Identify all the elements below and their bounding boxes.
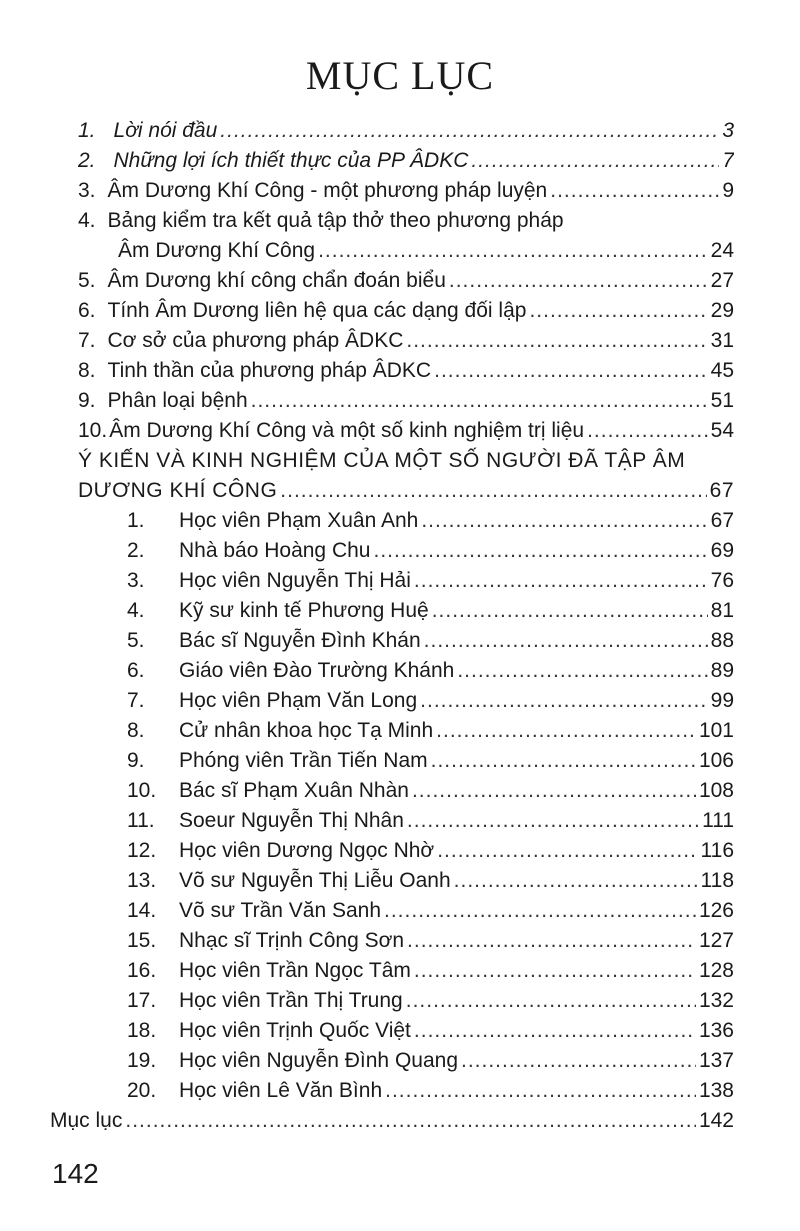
toc-entry-page: 67 — [710, 509, 734, 532]
toc-entry-8[interactable] — [78, 356, 734, 386]
toc-entry-label: Soeur Nguyễn Thị Nhân — [179, 809, 404, 832]
toc-entry-label: Học viên Nguyễn Thị Hải — [179, 569, 411, 592]
toc-entry-page: 51 — [710, 389, 734, 412]
toc-entry-label: Nhạc sĩ Trịnh Công Sơn — [179, 929, 405, 952]
toc-entry-label: Học viên Lê Văn Bình — [179, 1079, 383, 1102]
dot-leader — [414, 956, 696, 986]
page-number: 142 — [52, 1158, 99, 1189]
toc-entry-page: 118 — [700, 869, 734, 892]
toc-entry-page: 27 — [710, 269, 734, 292]
toc-entry-label: Học viên Dương Ngọc Nhờ — [179, 839, 435, 862]
toc-sub-entry[interactable] — [127, 956, 734, 986]
toc-entry-page: 99 — [710, 689, 734, 712]
dot-leader — [437, 836, 697, 866]
toc-entry-number: 17. — [127, 989, 157, 1012]
toc-entry-number: 11. — [127, 809, 155, 832]
toc-entry-label: Phóng viên Trần Tiến Nam — [179, 749, 428, 772]
toc-sub-entry[interactable] — [127, 656, 734, 686]
toc-entry-1[interactable] — [78, 116, 734, 146]
toc-entry-number: 14. — [127, 899, 157, 922]
dot-leader — [280, 476, 706, 506]
toc-entry-number: 2. — [78, 149, 96, 172]
toc-entry-page: 111 — [702, 809, 734, 832]
toc-sub-entry[interactable] — [127, 566, 734, 596]
toc-entry-page: 81 — [710, 599, 734, 622]
toc-entry-page: 24 — [710, 239, 734, 262]
toc-entry-page: 76 — [710, 569, 734, 592]
dot-leader — [449, 266, 708, 296]
section-heading-line-2[interactable] — [78, 476, 734, 506]
toc-entry-page: 101 — [698, 719, 734, 742]
toc-entry-page: 69 — [710, 539, 734, 562]
dot-leader — [421, 506, 707, 536]
toc-entry-label: Âm Dương khí công chẩn đoán biểu — [107, 269, 446, 292]
toc-sub-entry[interactable] — [127, 746, 734, 776]
toc-entry-page: 127 — [698, 929, 734, 952]
toc-entry-label: Cơ sở của phương pháp ÂDKC — [107, 329, 404, 352]
dot-leader — [251, 386, 708, 416]
dot-leader — [420, 686, 707, 716]
toc-entry-page: 7 — [722, 149, 734, 172]
toc-sub-entry[interactable] — [127, 1046, 734, 1076]
toc-entry-label: Phân loại bệnh — [107, 389, 248, 412]
dot-leader — [384, 896, 696, 926]
dot-leader — [407, 806, 699, 836]
toc-entry-number: 2. — [127, 539, 145, 562]
toc-entry-5[interactable] — [78, 266, 734, 296]
dot-leader — [432, 596, 708, 626]
toc-entry-number: 3. — [127, 569, 145, 592]
toc-entry-number: 7. — [127, 689, 145, 712]
toc-entry-number: 1. — [127, 509, 145, 532]
toc-entry-label: Những lợi ích thiết thực của PP ÂDKC — [113, 149, 469, 172]
toc-entry-number: 19. — [127, 1049, 157, 1072]
dot-leader — [318, 236, 708, 266]
toc-entry-number: 7. — [78, 329, 96, 352]
toc-entry-label: Âm Dương Khí Công và một số kinh nghiệm trị liệu — [109, 419, 585, 442]
toc-entry-page: 54 — [710, 419, 734, 442]
dot-leader — [385, 1076, 696, 1106]
dot-leader — [436, 716, 696, 746]
toc-sub-entry[interactable] — [127, 776, 734, 806]
dot-leader — [406, 326, 707, 356]
toc-entry-7[interactable] — [78, 326, 734, 356]
toc-entry-label: Học viên Trịnh Quốc Việt — [179, 1019, 411, 1042]
toc-sub-entry[interactable] — [127, 1076, 734, 1106]
toc-entry-page: 136 — [698, 1019, 734, 1042]
toc-entry-page: 132 — [698, 989, 734, 1012]
dot-leader — [454, 866, 698, 896]
dot-leader — [587, 416, 708, 446]
toc-entry-number: 10. — [127, 779, 157, 802]
toc-entry-label: Bác sĩ Nguyễn Đình Khán — [179, 629, 421, 652]
dot-leader — [424, 626, 708, 656]
toc-sub-entry[interactable] — [127, 806, 734, 836]
toc-entry-label: Bác sĩ Phạm Xuân Nhàn — [179, 779, 409, 802]
toc-entry-page: 108 — [698, 779, 734, 802]
toc-entry-label-continued: Âm Dương Khí Công — [118, 239, 316, 262]
toc-entry-page: 138 — [698, 1079, 734, 1102]
toc-entry-number: 6. — [78, 299, 96, 322]
toc-entry-page: 137 — [698, 1049, 734, 1072]
toc-sub-entry[interactable] — [127, 866, 734, 896]
toc-sub-entry[interactable] — [127, 506, 734, 536]
toc-entry-number: 15. — [127, 929, 157, 952]
toc-sub-entry[interactable] — [127, 536, 734, 566]
section-heading-text: Ý KIẾN VÀ KINH NGHIỆM CỦA MỘT SỐ NGƯỜI ĐÃ TẬP ÂM — [78, 449, 686, 472]
toc-entry-number: 1. — [78, 119, 96, 142]
dot-leader — [220, 116, 719, 146]
dot-leader — [471, 146, 719, 176]
toc-sub-entry[interactable] — [127, 1016, 734, 1046]
toc-entry-number: 10. — [78, 419, 108, 442]
toc-entry-10[interactable] — [78, 416, 734, 446]
toc-entry-page: 31 — [710, 329, 734, 352]
toc-entry-9[interactable] — [78, 386, 734, 416]
toc-entry-6[interactable] — [78, 296, 734, 326]
dot-leader — [457, 656, 707, 686]
toc-entry-3[interactable] — [78, 176, 734, 206]
toc-entry-page: 106 — [698, 749, 734, 772]
toc-entry-number: 8. — [127, 719, 145, 742]
toc-entry-number: 4. — [127, 599, 145, 622]
dot-leader — [414, 566, 708, 596]
toc-entry-label: Nhà báo Hoàng Chu — [179, 539, 371, 562]
toc-sub-entry[interactable] — [127, 686, 734, 716]
toc-entry-page: 89 — [710, 659, 734, 682]
toc-entry-number: 9. — [127, 749, 145, 772]
toc-entry-label: Võ sư Trần Văn Sanh — [179, 899, 382, 922]
dot-leader — [412, 776, 696, 806]
toc-entry-number: 5. — [127, 629, 145, 652]
section-heading-page: 67 — [709, 479, 734, 502]
toc-entry-number: 13. — [127, 869, 157, 892]
toc-entry-page: 126 — [698, 899, 734, 922]
toc-entry-label: Âm Dương Khí Công - một phương pháp luyện — [107, 179, 548, 202]
toc-entry-page: 88 — [710, 629, 734, 652]
toc-sub-entry[interactable] — [127, 986, 734, 1016]
dot-leader — [406, 986, 696, 1016]
toc-sub-entry[interactable] — [127, 626, 734, 656]
toc-entry-number: 8. — [78, 359, 96, 382]
toc-entry-muc-luc[interactable] — [50, 1106, 734, 1136]
toc-entry-label: Cử nhân khoa học Tạ Minh — [179, 719, 434, 742]
toc-entry-number: 9. — [78, 389, 96, 412]
toc-entry-label: Học viên Trần Ngọc Tâm — [179, 959, 411, 982]
dot-leader — [125, 1106, 696, 1136]
toc-entry-label: Mục lục — [50, 1109, 123, 1132]
toc-entry-number: 6. — [127, 659, 145, 682]
toc-entry-page: 45 — [710, 359, 734, 382]
page-title: MỤC LỤC — [305, 53, 495, 98]
toc-entry-number: 18. — [127, 1019, 157, 1042]
toc-entry-label: Học viên Nguyễn Đình Quang — [179, 1049, 458, 1072]
toc-entry-number: 20. — [127, 1079, 157, 1102]
dot-leader — [414, 1016, 696, 1046]
toc-sub-entry[interactable] — [127, 926, 734, 956]
toc-entry-label: Lời nói đầu — [113, 119, 218, 142]
toc-entry-page: 3 — [722, 119, 734, 142]
toc-entry-2[interactable] — [78, 146, 734, 176]
dot-leader — [431, 746, 696, 776]
toc-entry-number: 16. — [127, 959, 157, 982]
dot-leader — [373, 536, 707, 566]
toc-entry-4-continuation[interactable] — [118, 236, 734, 266]
toc-entry-number: 4. — [78, 209, 96, 232]
toc-entry-page: 9 — [722, 179, 734, 202]
toc-entry-label: Học viên Phạm Văn Long — [179, 689, 418, 712]
dot-leader — [550, 176, 719, 206]
toc-entry-label: Tinh thần của phương pháp ÂDKC — [107, 359, 432, 382]
toc-sub-entry[interactable] — [127, 836, 734, 866]
dot-leader — [434, 356, 708, 386]
toc-entry-number: 3. — [78, 179, 96, 202]
dot-leader — [529, 296, 707, 326]
section-heading-text-continued: DƯƠNG KHÍ CÔNG — [78, 479, 278, 502]
toc-sub-entry[interactable] — [127, 716, 734, 746]
toc-sub-entry[interactable] — [127, 896, 734, 926]
toc-entry-label: Võ sư Nguyễn Thị Liễu Oanh — [179, 869, 451, 892]
toc-entry-number: 12. — [127, 839, 157, 862]
toc-entry-page: 116 — [700, 839, 734, 862]
toc-entry-page: 142 — [698, 1109, 734, 1132]
dot-leader — [461, 1046, 696, 1076]
toc-entry-label: Giáo viên Đào Trường Khánh — [179, 659, 455, 682]
toc-entry-label: Học viên Phạm Xuân Anh — [179, 509, 419, 532]
toc-entry-page: 128 — [698, 959, 734, 982]
toc-entry-number: 5. — [78, 269, 96, 292]
section-heading-line-1[interactable] — [78, 446, 734, 476]
toc-entry-page: 29 — [710, 299, 734, 322]
toc-entry-label: Tính Âm Dương liên hệ qua các dạng đối lập — [107, 299, 527, 322]
toc-entry-label: Kỹ sư kinh tế Phương Huệ — [179, 599, 429, 622]
dot-leader — [407, 926, 696, 956]
toc-entry-4[interactable] — [78, 206, 734, 236]
toc-sub-entry[interactable] — [127, 596, 734, 626]
toc-entry-label: Bảng kiểm tra kết quả tập thở theo phương pháp — [107, 209, 564, 232]
toc-entry-label: Học viên Trần Thị Trung — [179, 989, 403, 1012]
